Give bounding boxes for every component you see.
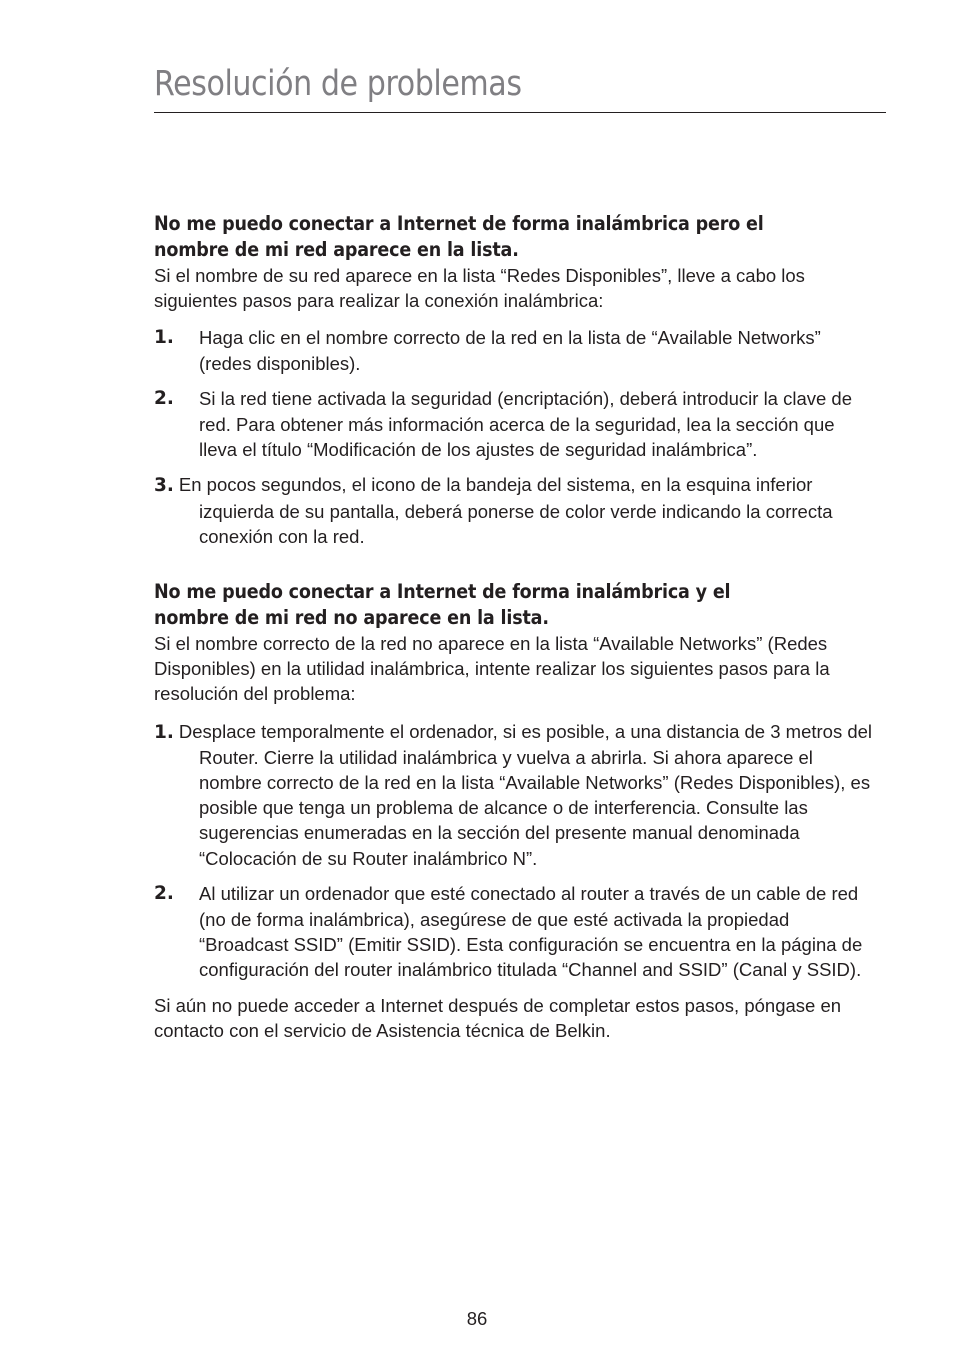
list-item [154, 881, 874, 982]
steps-list [154, 719, 874, 983]
step-text: En pocos segundos, el icono de la bandeja del sistema, en la esquina inferior izquierda de su pantalla, deberá ponerse de color verde indicando la correcta conexión con la red. [178, 474, 833, 547]
section-heading-line: No me puedo conectar a Internet de forma inalámbrica y el [154, 580, 731, 604]
section-heading-line: nombre de mi red aparece en la lista. [154, 238, 519, 261]
step-number: 3. [154, 475, 174, 497]
section-heading-line: nombre de mi red no aparece en la lista. [154, 606, 549, 630]
step-text: Desplace temporalmente el ordenador, si es posible, a una distancia de 3 metros del Router. Cierre la utilidad inalámbrica y vuelva a abrirla. Si ahora aparece el nombre correcto de la red en la lista “Available Networks” (Redes Disponibles), es posible que tenga un problema de alcance o de interferencia. Consulte las sugerencias enumeradas en la sección del presente manual denominada “Colocación de su Router inalámbrico N”. [178, 720, 873, 869]
step-number: 2. [154, 388, 174, 410]
closing-paragraph: Si aún no puede acceder a Internet después de completar estos pasos, póngase en contacto con el servicio de Asistencia técnica de Belkin. [154, 994, 842, 1041]
list-item [154, 472, 874, 549]
section-heading [154, 579, 874, 631]
step-number: 2. [154, 883, 174, 905]
steps-list [154, 325, 874, 549]
step-number: 1. [154, 327, 174, 349]
section-network-listed [154, 211, 874, 549]
step-text: Al utilizar un ordenador que esté conectado al router a través de un cable de red (no de forma inalámbrica), asegúrese de que esté activada la propiedad “Broadcast SSID” (Emitir SSID). Esta configuración se encuentra en la página de configuración del router inalámbrico titulada “Channel and SSID” (Canal y SSID). [199, 883, 863, 980]
section-heading [154, 211, 874, 263]
step-number: 1. [154, 721, 174, 743]
section-heading-line: No me puedo conectar a Internet de forma inalámbrica pero el [154, 212, 764, 235]
section-intro: Si el nombre de su red aparece en la lista “Redes Disponibles”, lleve a cabo los siguientes pasos para realizar la conexión inalámbrica: [154, 265, 805, 312]
step-text: Si la red tiene activada la seguridad (encriptación), deberá introducir la clave de red. Para obtener más información acerca de la seguridad, lea la sección que lleva el título “Modificación de los ajustes de seguridad inalámbrica”. [199, 388, 853, 460]
page-header [154, 60, 886, 108]
page-number: 86 [466, 1308, 488, 1329]
section-network-not-listed [154, 579, 874, 1043]
section-intro: Si el nombre correcto de la red no aparece en la lista “Available Networks” (Redes Disponibles) en la utilidad inalámbrica, intente realizar los siguientes pasos para la resolución del problema: [154, 633, 830, 705]
list-item [154, 386, 874, 462]
step-text: Haga clic en el nombre correcto de la red en la lista de “Available Networks” (redes disponibles). [199, 327, 821, 374]
list-item [154, 325, 874, 375]
main-content [154, 211, 874, 1043]
page-title: Resolución de problemas [154, 64, 522, 104]
title-divider [154, 112, 886, 113]
list-item [154, 719, 874, 871]
